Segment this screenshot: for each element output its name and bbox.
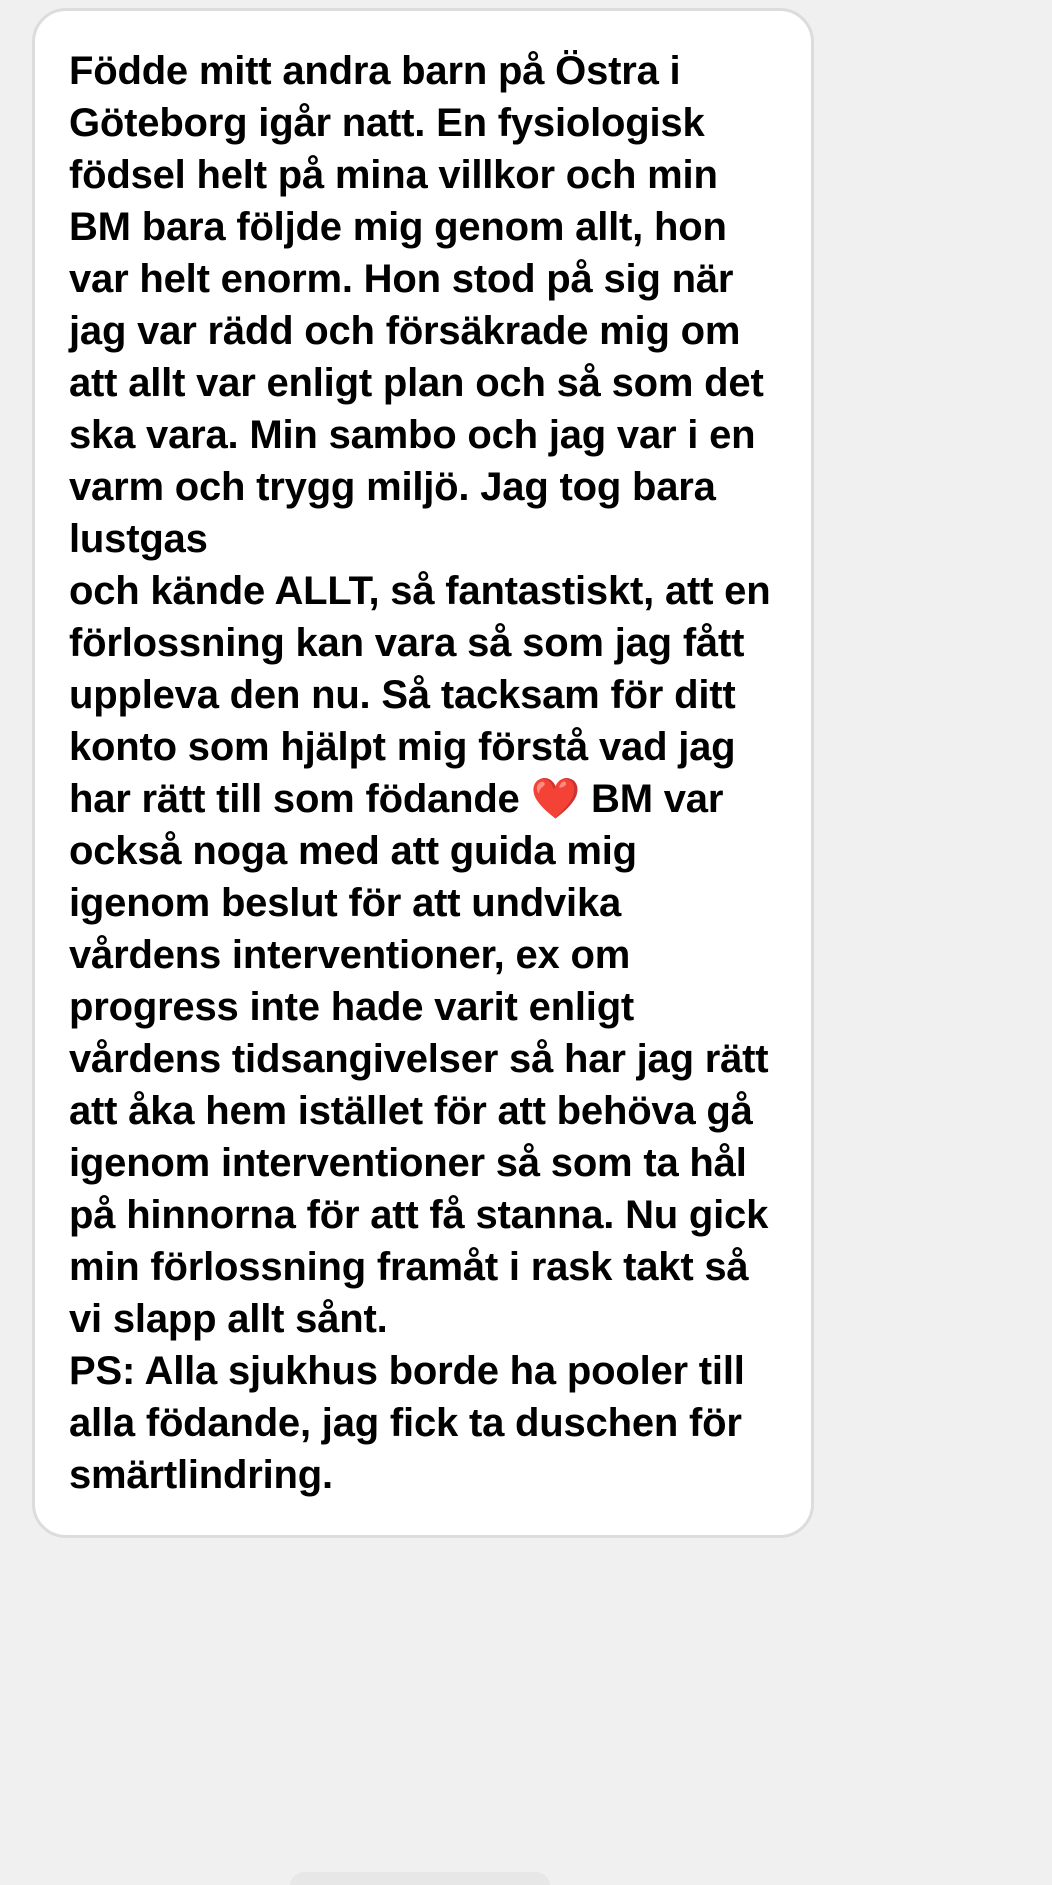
bottom-partial-card bbox=[290, 1872, 550, 1885]
message-card bbox=[32, 8, 814, 1538]
message-paragraph-3: PS: Alla sjukhus borde ha pooler till alla födande, jag fick ta duschen för smärtlindring. bbox=[69, 1349, 745, 1497]
message-text-block bbox=[69, 45, 777, 1501]
message-paragraph-1: Födde mitt andra barn på Östra i Göteborg igår natt. En fysiologisk födsel helt på mina villkor och min BM bara följde mig genom allt, hon var helt enorm. Hon stod på sig när jag var rädd och försäkrade mig om att allt var enligt plan och så som det ska vara. Min sambo och jag var i en varm och trygg miljö. Jag tog bara lustgas bbox=[69, 49, 764, 561]
message-paragraph-2: och kände ALLT, så fantastiskt, att en förlossning kan vara så som jag fått uppleva den nu. Så tacksam för ditt konto som hjälpt mig förstå vad jag har rätt till som födande ❤️ BM var också noga med att guida mig igenom beslut för att undvika vårdens interventioner, ex om progress inte hade varit enligt vårdens tidsangivelser så har jag rätt att åka hem istället för att behöva gå igenom interventioner så som ta hål på hinnorna för att få stanna. Nu gick min förlossning framåt i rask takt så vi slapp allt sånt. bbox=[69, 569, 771, 1341]
